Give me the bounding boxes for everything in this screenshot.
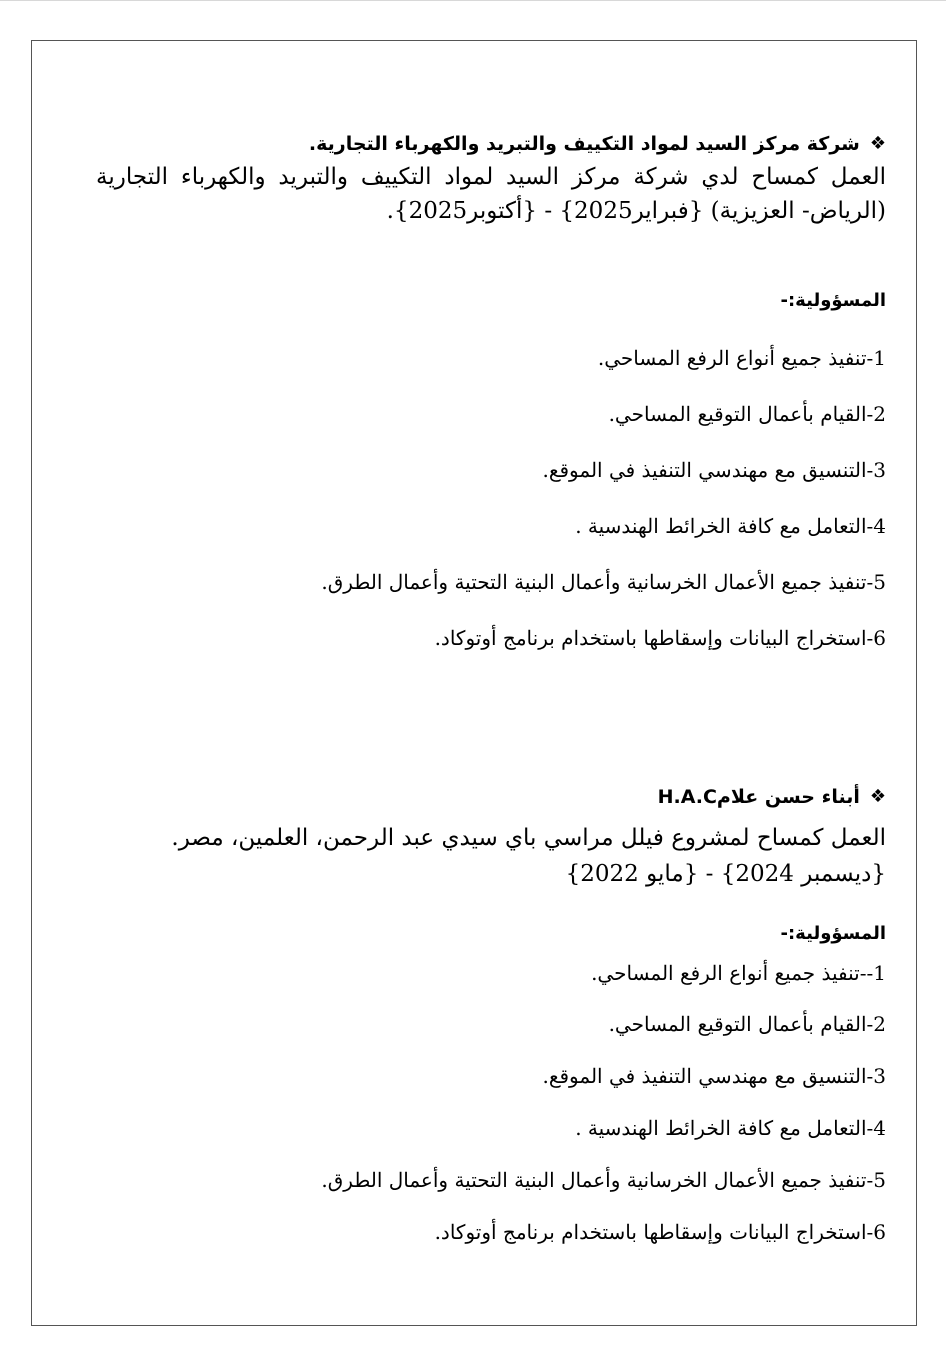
company-heading (96, 130, 886, 158)
company-heading (96, 783, 886, 811)
responsibility-item: 4-التعامل مع كافة الخرائط الهندسية . (575, 1116, 886, 1140)
responsibility-item: 3-التنسيق مع مهندسي التنفيذ في الموقع. (542, 1064, 886, 1088)
top-edge-line (0, 0, 946, 1)
date-range: {مايو 2022} - {ديسمبر 2024} (565, 861, 886, 887)
company-name: شركة مركز السيد لمواد التكييف والتبريد والكهرباء التجارية. (308, 133, 860, 155)
diamond-bullet-icon: ❖ (869, 786, 886, 807)
responsibility-item: 6-استخراج البيانات وإسقاطها باستخدام برنامج أوتوكاد. (434, 626, 886, 650)
responsibility-item: 5-تنفيذ جميع الأعمال الخرسانية وأعمال البنية التحتية وأعمال الطرق. (321, 570, 886, 594)
job-description (96, 821, 886, 891)
company-name-latin: H.A.C (657, 786, 717, 808)
responsibility-item: 2-القيام بأعمال التوقيع المساحي. (608, 402, 886, 426)
company-name-arabic: أبناء حسن علام (716, 786, 860, 808)
description-line: العمل كمساح لدي شركة مركز السيد لمواد التكييف والتبريد والكهرباء التجارية (96, 164, 886, 190)
responsibilities-title: المسؤولية:- (780, 923, 886, 944)
description-line: العمل كمساح لمشروع فيلل مراسي باي سيدي عبد الرحمن، العلمين، مصر. (171, 825, 886, 851)
responsibility-item: 3-التنسيق مع مهندسي التنفيذ في الموقع. (542, 458, 886, 482)
responsibility-item: 4-التعامل مع كافة الخرائط الهندسية . (575, 514, 886, 538)
experience-section-2 (96, 783, 886, 891)
responsibilities-title: المسؤولية:- (780, 290, 886, 311)
responsibility-item: 1--تنفيذ جميع أنواع الرفع المساحي. (591, 961, 886, 985)
description-line (96, 857, 886, 891)
responsibility-item: 2-القيام بأعمال التوقيع المساحي. (608, 1012, 886, 1036)
responsibilities-1 (96, 287, 886, 652)
responsibility-item: 5-تنفيذ جميع الأعمال الخرسانية وأعمال البنية التحتية وأعمال الطرق. (321, 1168, 886, 1192)
responsibilities-2 (96, 920, 886, 1246)
responsibility-item: 1-تنفيذ جميع أنواع الرفع المساحي. (597, 346, 886, 370)
experience-section-1 (96, 130, 886, 228)
job-description (96, 160, 886, 228)
responsibility-item: 6-استخراج البيانات وإسقاطها باستخدام برنامج أوتوكاد. (434, 1220, 886, 1244)
diamond-bullet-icon: ❖ (869, 133, 886, 154)
description-line: (الرياض- العزيزية) {فبراير2025} - {أكتوبر2025}. (386, 198, 886, 224)
company-name (658, 783, 860, 811)
